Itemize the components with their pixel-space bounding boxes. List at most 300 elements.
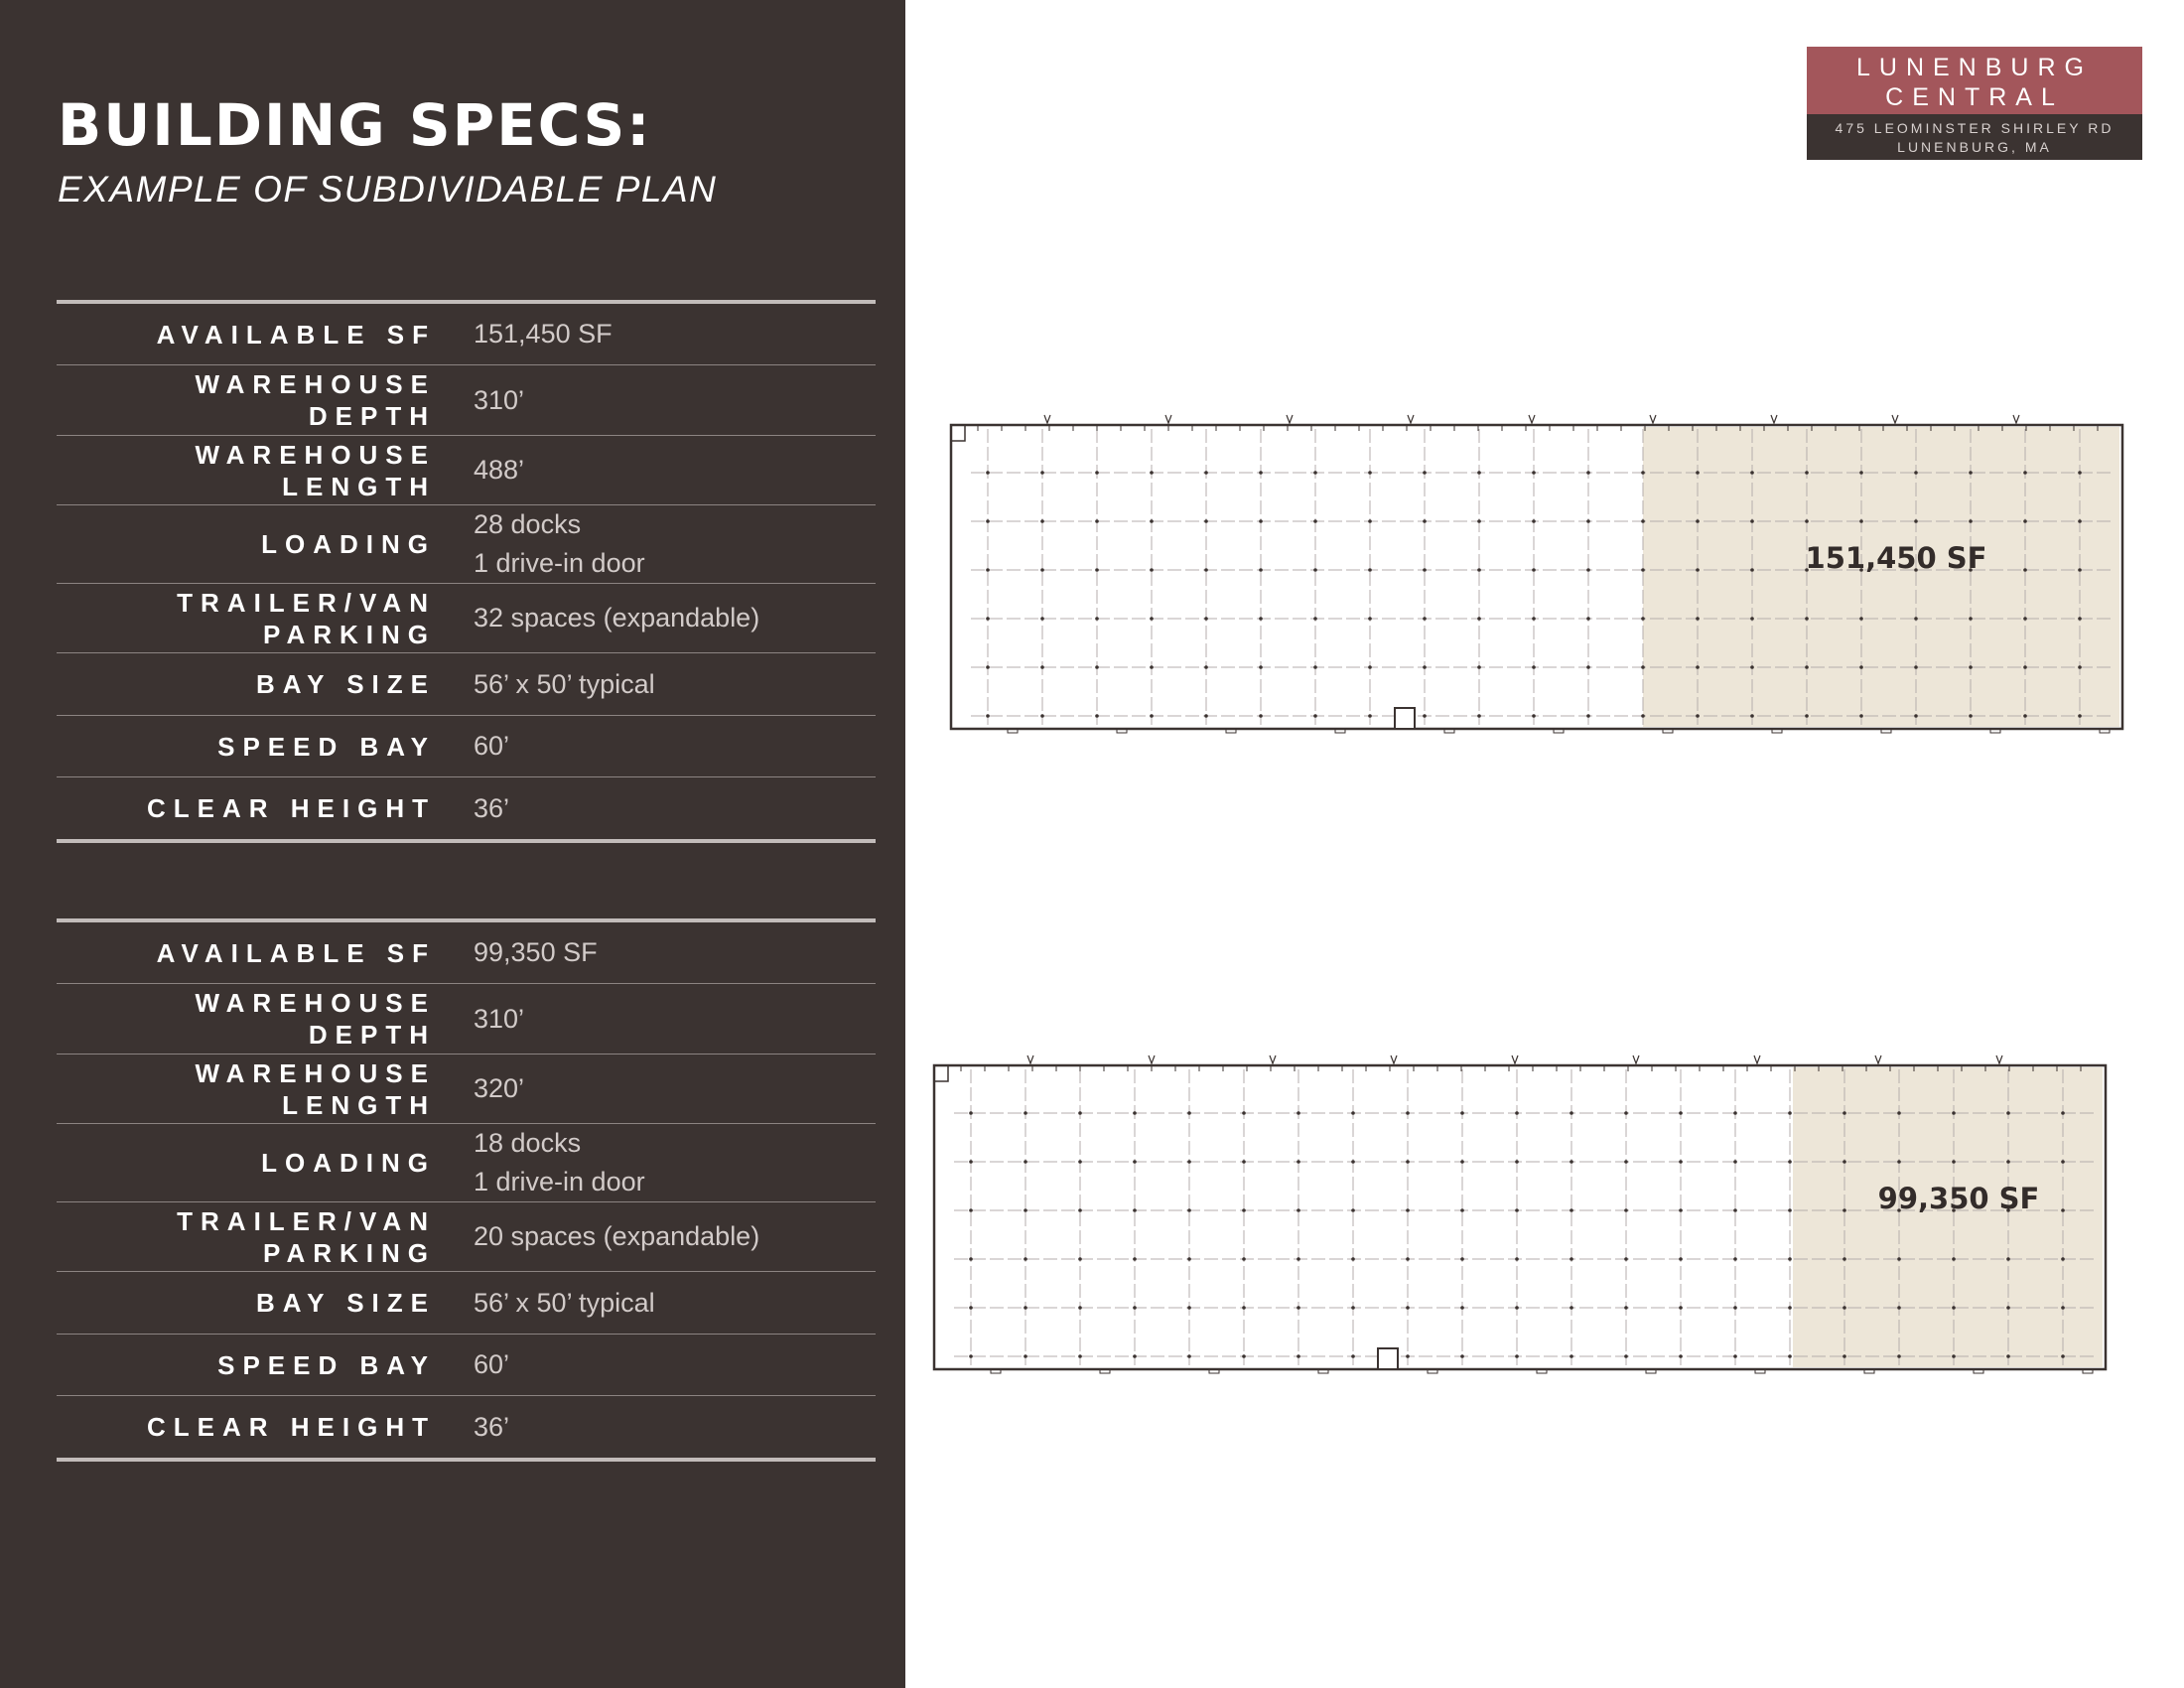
column-dot <box>2006 1257 2010 1261</box>
column-dot <box>986 665 990 669</box>
column-dot <box>1351 1354 1355 1358</box>
column-dot <box>1624 1111 1628 1115</box>
column-dot <box>986 714 990 718</box>
column-dot <box>1788 1208 1792 1212</box>
column-dot <box>1313 617 1317 621</box>
column-dot <box>1297 1354 1300 1358</box>
column-dot <box>2061 1111 2065 1115</box>
column-dot <box>1679 1306 1683 1310</box>
corner-room <box>951 425 965 441</box>
column-dot <box>2061 1257 2065 1261</box>
spec-value: 28 docks 1 drive-in door <box>474 509 645 578</box>
column-dot <box>1078 1257 1082 1261</box>
column-dot <box>1242 1257 1246 1261</box>
column-dot <box>986 519 990 523</box>
column-dot <box>1641 665 1645 669</box>
spec-label: LOADING <box>261 1148 436 1178</box>
column-dot <box>1586 471 1590 475</box>
column-dot <box>969 1208 973 1212</box>
column-dot <box>1133 1306 1137 1310</box>
spec-label: SPEED BAY <box>217 1349 436 1380</box>
column-dot <box>1150 617 1154 621</box>
column-dot <box>1897 1111 1901 1115</box>
column-dot <box>1859 714 1863 718</box>
column-dot <box>1040 519 1044 523</box>
column-dot <box>1187 1306 1191 1310</box>
column-dot <box>1187 1208 1191 1212</box>
spec-table-1 <box>57 300 876 843</box>
column-dot <box>1624 1208 1628 1212</box>
column-dot <box>1515 1354 1519 1358</box>
spec-label: WAREHOUSE DEPTH <box>195 988 436 1050</box>
spec-row-warehouse-length <box>57 1055 876 1124</box>
spec-row-available-sf <box>57 304 876 365</box>
column-dot <box>2023 471 2027 475</box>
dock-marker <box>1391 1055 1397 1063</box>
column-dot <box>1624 1354 1628 1358</box>
spec-label: WAREHOUSE LENGTH <box>195 1057 436 1120</box>
column-dot <box>1423 568 1427 572</box>
column-dot <box>1423 519 1427 523</box>
column-dot <box>1204 617 1208 621</box>
column-dot <box>1368 471 1372 475</box>
column-dot <box>1914 471 1918 475</box>
dock-marker <box>1512 1055 1518 1063</box>
column-dot <box>1024 1306 1027 1310</box>
column-dot <box>1805 617 1809 621</box>
column-dot <box>1313 714 1317 718</box>
column-dot <box>1024 1111 1027 1115</box>
column-dot <box>1078 1160 1082 1164</box>
column-dot <box>2078 568 2082 572</box>
column-dot <box>1133 1354 1137 1358</box>
column-dot <box>1423 617 1427 621</box>
column-dot <box>1187 1160 1191 1164</box>
spec-value: 320’ <box>474 1073 525 1103</box>
column-dot <box>1297 1306 1300 1310</box>
column-dot <box>1515 1160 1519 1164</box>
column-dot <box>1586 617 1590 621</box>
column-dot <box>1460 1306 1464 1310</box>
column-dot <box>1969 665 1973 669</box>
column-dot <box>1095 568 1099 572</box>
column-dot <box>1788 1111 1792 1115</box>
spec-label: CLEAR HEIGHT <box>147 793 436 823</box>
column-dot <box>1733 1257 1737 1261</box>
column-dot <box>2006 1354 2010 1358</box>
dock-marker <box>1408 415 1414 423</box>
spec-label: AVAILABLE SF <box>156 937 436 968</box>
spec-value: 20 spaces (expandable) <box>474 1221 760 1251</box>
leased-area-highlight <box>1793 1067 2103 1367</box>
spec-row-loading <box>57 1124 876 1202</box>
column-dot <box>1259 665 1263 669</box>
spec-value: 310’ <box>474 1003 525 1034</box>
column-dot <box>1641 519 1645 523</box>
column-dot <box>1460 1111 1464 1115</box>
column-dot <box>1952 1354 1956 1358</box>
column-dot <box>1859 471 1863 475</box>
column-dot <box>1897 1160 1901 1164</box>
dock-marker <box>1287 415 1293 423</box>
column-dot <box>1679 1160 1683 1164</box>
spec-label: WAREHOUSE LENGTH <box>195 439 436 501</box>
column-dot <box>1586 519 1590 523</box>
floor-plan-2 <box>931 1054 2122 1381</box>
column-dot <box>1843 1208 1846 1212</box>
column-dot <box>1532 568 1536 572</box>
column-dot <box>1040 714 1044 718</box>
column-dot <box>1696 665 1700 669</box>
column-dot <box>2006 1160 2010 1164</box>
page-subtitle: EXAMPLE OF SUBDIVIDABLE PLAN <box>58 169 718 210</box>
column-dot <box>1788 1160 1792 1164</box>
column-dot <box>1805 519 1809 523</box>
column-dot <box>1406 1354 1410 1358</box>
spec-row-warehouse-length <box>57 436 876 505</box>
column-dot <box>1351 1111 1355 1115</box>
spec-label: TRAILER/VAN PARKING <box>177 587 436 649</box>
column-dot <box>1843 1354 1846 1358</box>
dock-marker <box>1754 1055 1760 1063</box>
column-dot <box>1641 471 1645 475</box>
floor-plan-2-svg <box>931 1054 2122 1381</box>
column-dot <box>1406 1111 1410 1115</box>
column-dot <box>1859 617 1863 621</box>
column-dot <box>1897 1306 1901 1310</box>
dock-marker <box>2013 415 2019 423</box>
column-dot <box>1641 714 1645 718</box>
column-dot <box>1095 519 1099 523</box>
column-dot <box>1532 617 1536 621</box>
column-dot <box>1696 568 1700 572</box>
column-dot <box>1242 1306 1246 1310</box>
column-dot <box>1078 1354 1082 1358</box>
column-dot <box>2078 714 2082 718</box>
column-dot <box>1259 471 1263 475</box>
column-dot <box>1259 568 1263 572</box>
column-dot <box>2023 617 2027 621</box>
column-dot <box>1750 568 1754 572</box>
dock-marker <box>1044 415 1050 423</box>
leased-area-highlight <box>1643 427 2119 727</box>
column-dot <box>1368 519 1372 523</box>
column-dot <box>1078 1208 1082 1212</box>
column-dot <box>1204 519 1208 523</box>
column-dot <box>1297 1160 1300 1164</box>
column-dot <box>1150 568 1154 572</box>
dock-marker <box>1771 415 1777 423</box>
column-dot <box>1624 1257 1628 1261</box>
column-dot <box>1696 714 1700 718</box>
spec-value: 56’ x 50’ typical <box>474 1287 655 1318</box>
column-dot <box>1843 1111 1846 1115</box>
dock-marker <box>1892 415 1898 423</box>
column-dot <box>2023 519 2027 523</box>
column-dot <box>2061 1160 2065 1164</box>
column-dot <box>1040 617 1044 621</box>
spec-value: 99,350 SF <box>474 937 598 967</box>
column-dot <box>1788 1354 1792 1358</box>
column-dot <box>1313 471 1317 475</box>
column-dot <box>1679 1208 1683 1212</box>
logo-address-line1: 475 LEOMINSTER SHIRLEY RD <box>1835 120 2115 136</box>
column-dot <box>2023 665 2027 669</box>
column-dot <box>1733 1354 1737 1358</box>
floor-plan-1-svg <box>948 413 2139 741</box>
column-dot <box>1040 471 1044 475</box>
column-dot <box>1897 1257 1901 1261</box>
column-dot <box>1679 1354 1683 1358</box>
column-dot <box>1859 519 1863 523</box>
available-sf-label: 151,450 SF <box>1805 541 1987 575</box>
column-dot <box>1259 519 1263 523</box>
column-dot <box>1368 665 1372 669</box>
column-dot <box>1297 1257 1300 1261</box>
column-dot <box>1750 665 1754 669</box>
column-dot <box>1242 1160 1246 1164</box>
dock-marker <box>1650 415 1656 423</box>
drive-in-door <box>1395 708 1415 729</box>
column-dot <box>969 1306 973 1310</box>
spec-value: 60’ <box>474 731 510 761</box>
spec-label: SPEED BAY <box>217 731 436 762</box>
column-dot <box>1641 568 1645 572</box>
column-dot <box>1733 1306 1737 1310</box>
column-dot <box>1259 617 1263 621</box>
spec-value: 488’ <box>474 455 525 485</box>
column-dot <box>1952 1160 1956 1164</box>
spec-value: 56’ x 50’ typical <box>474 668 655 699</box>
column-dot <box>2061 1208 2065 1212</box>
column-dot <box>2006 1111 2010 1115</box>
column-dot <box>1351 1306 1355 1310</box>
column-dot <box>1897 1354 1901 1358</box>
column-dot <box>1532 665 1536 669</box>
column-dot <box>1313 568 1317 572</box>
column-dot <box>1750 714 1754 718</box>
column-dot <box>1515 1257 1519 1261</box>
spec-value: 310’ <box>474 384 525 415</box>
column-dot <box>1078 1111 1082 1115</box>
column-dot <box>2006 1306 2010 1310</box>
column-dot <box>1024 1160 1027 1164</box>
column-dot <box>986 568 990 572</box>
column-dot <box>1969 617 1973 621</box>
dock-marker <box>1875 1055 1881 1063</box>
spec-label: WAREHOUSE DEPTH <box>195 369 436 431</box>
column-dot <box>1313 665 1317 669</box>
column-dot <box>1733 1208 1737 1212</box>
column-dot <box>2078 665 2082 669</box>
column-dot <box>1368 714 1372 718</box>
column-dot <box>1515 1208 1519 1212</box>
spec-label: BAY SIZE <box>255 669 436 699</box>
spec-row-bay-size <box>57 1272 876 1335</box>
dock-marker <box>1270 1055 1276 1063</box>
column-dot <box>1586 714 1590 718</box>
spec-label: CLEAR HEIGHT <box>147 1412 436 1442</box>
column-dot <box>1570 1306 1573 1310</box>
spec-label: TRAILER/VAN PARKING <box>177 1205 436 1268</box>
column-dot <box>1406 1208 1410 1212</box>
column-dot <box>1641 617 1645 621</box>
column-dot <box>1150 471 1154 475</box>
column-dot <box>1150 714 1154 718</box>
spec-row-loading <box>57 505 876 584</box>
column-dot <box>1914 714 1918 718</box>
spec-row-warehouse-depth <box>57 365 876 436</box>
column-dot <box>1788 1257 1792 1261</box>
column-dot <box>1024 1354 1027 1358</box>
dock-marker <box>1996 1055 2002 1063</box>
column-dot <box>1095 714 1099 718</box>
column-dot <box>1624 1306 1628 1310</box>
column-dot <box>1204 568 1208 572</box>
column-dot <box>1460 1354 1464 1358</box>
column-dot <box>1040 665 1044 669</box>
column-dot <box>1679 1111 1683 1115</box>
column-dot <box>1477 714 1481 718</box>
spec-label: BAY SIZE <box>255 1288 436 1318</box>
column-dot <box>1532 471 1536 475</box>
column-dot <box>1733 1160 1737 1164</box>
column-dot <box>1368 568 1372 572</box>
column-dot <box>969 1160 973 1164</box>
dock-marker <box>1633 1055 1639 1063</box>
spec-row-trailer-parking <box>57 584 876 653</box>
column-dot <box>1242 1111 1246 1115</box>
column-dot <box>1078 1306 1082 1310</box>
column-dot <box>1843 1160 1846 1164</box>
spec-label: AVAILABLE SF <box>156 319 436 350</box>
spec-value: 60’ <box>474 1349 510 1379</box>
column-dot <box>1133 1160 1137 1164</box>
column-dot <box>1477 665 1481 669</box>
column-dot <box>1242 1208 1246 1212</box>
logo-address-line2: LUNENBURG, MA <box>1897 139 2052 155</box>
column-dot <box>1914 519 1918 523</box>
column-dot <box>1368 617 1372 621</box>
column-dot <box>1679 1257 1683 1261</box>
column-dot <box>1624 1160 1628 1164</box>
column-dot <box>1204 714 1208 718</box>
spec-value: 18 docks 1 drive-in door <box>474 1128 645 1196</box>
column-dot <box>1805 665 1809 669</box>
column-dot <box>1570 1257 1573 1261</box>
column-dot <box>1095 617 1099 621</box>
column-dot <box>1187 1111 1191 1115</box>
column-dot <box>1914 617 1918 621</box>
column-dot <box>1750 471 1754 475</box>
column-dot <box>1351 1257 1355 1261</box>
column-dot <box>969 1111 973 1115</box>
column-dot <box>1859 665 1863 669</box>
column-dot <box>1242 1354 1246 1358</box>
column-dot <box>2023 568 2027 572</box>
column-dot <box>1423 471 1427 475</box>
column-dot <box>1406 1160 1410 1164</box>
column-dot <box>1406 1306 1410 1310</box>
column-dot <box>1133 1257 1137 1261</box>
column-dot <box>986 471 990 475</box>
column-dot <box>1133 1208 1137 1212</box>
column-dot <box>1696 617 1700 621</box>
spec-value: 32 spaces (expandable) <box>474 603 760 633</box>
column-dot <box>2078 617 2082 621</box>
column-dot <box>1515 1111 1519 1115</box>
column-dot <box>1187 1354 1191 1358</box>
column-dot <box>1259 714 1263 718</box>
lunenburg-central-logo <box>1807 47 2142 160</box>
column-dot <box>1969 714 1973 718</box>
column-dot <box>1423 714 1427 718</box>
column-dot <box>1696 519 1700 523</box>
column-dot <box>1297 1111 1300 1115</box>
column-dot <box>1313 519 1317 523</box>
column-dot <box>2078 519 2082 523</box>
spec-label: LOADING <box>261 529 436 559</box>
column-dot <box>1952 1306 1956 1310</box>
spec-row-speed-bay <box>57 716 876 777</box>
column-dot <box>1406 1257 1410 1261</box>
column-dot <box>969 1354 973 1358</box>
column-dot <box>1952 1111 1956 1115</box>
column-dot <box>1095 471 1099 475</box>
floor-plan-1 <box>948 413 2139 741</box>
available-sf-label: 99,350 SF <box>1877 1182 2040 1215</box>
column-dot <box>1187 1257 1191 1261</box>
column-dot <box>1024 1257 1027 1261</box>
column-dot <box>1150 665 1154 669</box>
column-dot <box>1805 471 1809 475</box>
column-dot <box>1040 568 1044 572</box>
spec-row-trailer-parking <box>57 1202 876 1272</box>
column-dot <box>1570 1111 1573 1115</box>
spec-row-warehouse-depth <box>57 984 876 1055</box>
spec-table-2 <box>57 918 876 1462</box>
column-dot <box>1843 1306 1846 1310</box>
spec-row-clear-height <box>57 1396 876 1458</box>
column-dot <box>1477 519 1481 523</box>
column-dot <box>2023 714 2027 718</box>
column-dot <box>1460 1208 1464 1212</box>
column-dot <box>1204 665 1208 669</box>
spec-value: 36’ <box>474 792 510 823</box>
column-dot <box>1460 1160 1464 1164</box>
column-dot <box>1515 1306 1519 1310</box>
spec-value: 36’ <box>474 1411 510 1442</box>
column-dot <box>1423 665 1427 669</box>
column-dot <box>1351 1160 1355 1164</box>
column-dot <box>1952 1257 1956 1261</box>
column-dot <box>986 617 990 621</box>
column-dot <box>1586 665 1590 669</box>
specs-panel <box>0 0 905 1688</box>
column-dot <box>1351 1208 1355 1212</box>
column-dot <box>1460 1257 1464 1261</box>
page-title: BUILDING SPECS: <box>58 91 652 159</box>
column-dot <box>1805 714 1809 718</box>
column-dot <box>969 1257 973 1261</box>
column-dot <box>2078 471 2082 475</box>
column-dot <box>1570 1160 1573 1164</box>
column-dot <box>1570 1208 1573 1212</box>
column-dot <box>1150 519 1154 523</box>
spec-row-speed-bay <box>57 1335 876 1396</box>
column-dot <box>1477 471 1481 475</box>
column-dot <box>1477 617 1481 621</box>
